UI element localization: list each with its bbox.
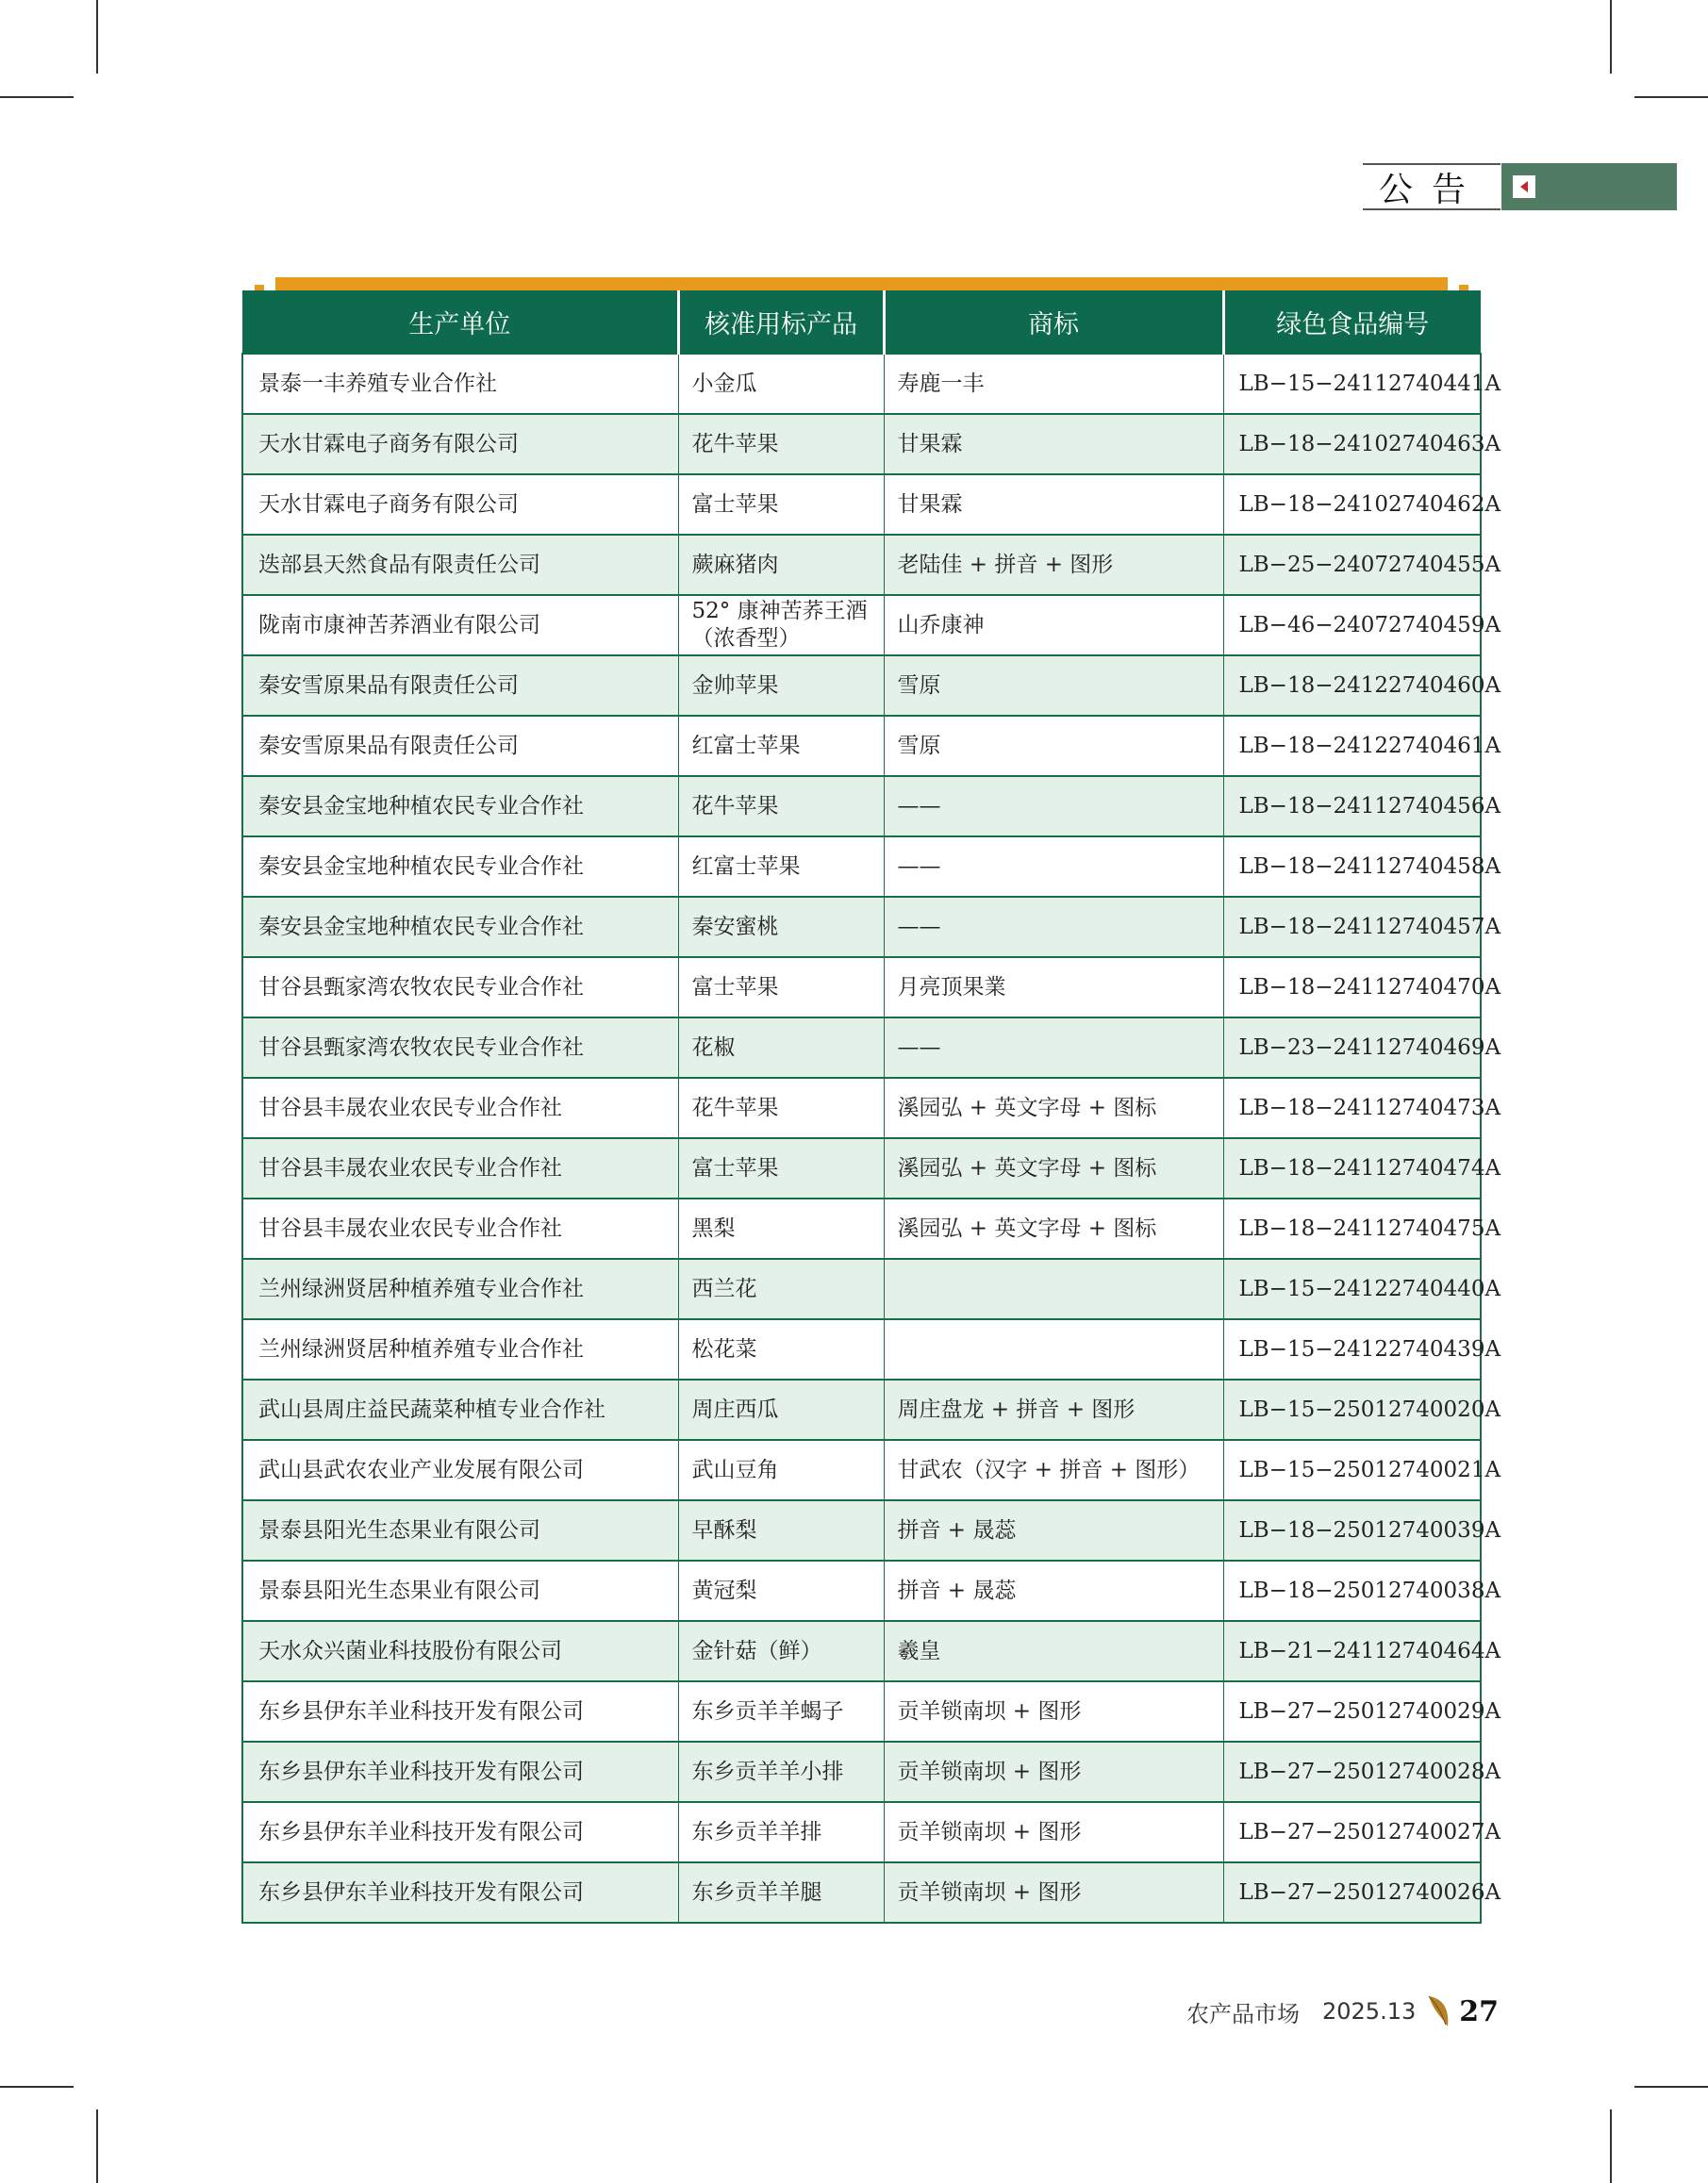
table-row xyxy=(242,1078,1481,1138)
header-code: 绿色食品编号 xyxy=(1223,290,1481,354)
table-row xyxy=(242,414,1481,474)
cell-producer: 甘谷县甄家湾农牧农民专业合作社 xyxy=(242,1017,678,1078)
table-row xyxy=(242,1802,1481,1862)
cell-code: LB−18−24122740460A xyxy=(1223,655,1481,716)
crop-mark xyxy=(1610,2109,1612,2183)
cell-producer: 迭部县天然食品有限责任公司 xyxy=(242,535,678,595)
cell-product: 富士苹果 xyxy=(678,957,884,1017)
cell-code: LB−18−24102740462A xyxy=(1223,474,1481,535)
cell-trademark: —— xyxy=(884,1017,1223,1078)
cell-trademark: 老陆佳 + 拼音 + 图形 xyxy=(884,535,1223,595)
cell-trademark: 雪原 xyxy=(884,716,1223,776)
cell-product: 秦安蜜桃 xyxy=(678,897,884,957)
cell-product: 西兰花 xyxy=(678,1259,884,1319)
table-row xyxy=(242,595,1481,655)
cell-trademark: 山乔康神 xyxy=(884,595,1223,655)
cell-producer: 武山县武农农业产业发展有限公司 xyxy=(242,1440,678,1500)
cell-product: 早酥梨 xyxy=(678,1500,884,1561)
cell-product: 蕨麻猪肉 xyxy=(678,535,884,595)
cell-product: 红富士苹果 xyxy=(678,836,884,897)
cell-producer: 东乡县伊东羊业科技开发有限公司 xyxy=(242,1681,678,1742)
cell-trademark: 甘果霖 xyxy=(884,474,1223,535)
table-row xyxy=(242,535,1481,595)
section-header xyxy=(1363,163,1636,210)
table-row xyxy=(242,1681,1481,1742)
cell-code: LB−27−25012740028A xyxy=(1223,1742,1481,1802)
table-row xyxy=(242,897,1481,957)
table-row xyxy=(242,836,1481,897)
cell-trademark: 贡羊锁南坝 + 图形 xyxy=(884,1681,1223,1742)
table-row xyxy=(242,1862,1481,1923)
cell-producer: 天水甘霖电子商务有限公司 xyxy=(242,414,678,474)
cell-trademark: 拼音 + 晟蕊 xyxy=(884,1500,1223,1561)
cell-code: LB−18−24112740475A xyxy=(1223,1199,1481,1259)
issue-number: 2025.13 xyxy=(1322,1998,1417,2025)
cell-trademark: 贡羊锁南坝 + 图形 xyxy=(884,1802,1223,1862)
cell-trademark: 周庄盘龙 + 拼音 + 图形 xyxy=(884,1380,1223,1440)
cell-code: LB−18−24102740463A xyxy=(1223,414,1481,474)
table-row xyxy=(242,957,1481,1017)
cell-producer: 东乡县伊东羊业科技开发有限公司 xyxy=(242,1802,678,1862)
cell-code: LB−15−24122740439A xyxy=(1223,1319,1481,1380)
table-row xyxy=(242,1138,1481,1199)
cell-code: LB−15−25012740021A xyxy=(1223,1440,1481,1500)
cell-product: 富士苹果 xyxy=(678,474,884,535)
cell-code: LB−18−24112740456A xyxy=(1223,776,1481,836)
page-footer xyxy=(1186,1993,1499,2030)
header-product: 核准用标产品 xyxy=(678,290,884,354)
cell-trademark: 贡羊锁南坝 + 图形 xyxy=(884,1742,1223,1802)
cell-product: 东乡贡羊羊蝎子 xyxy=(678,1681,884,1742)
cell-product: 东乡贡羊羊小排 xyxy=(678,1742,884,1802)
cell-product: 富士苹果 xyxy=(678,1138,884,1199)
crop-mark xyxy=(1634,2086,1708,2088)
cell-code: LB−18−24112740473A xyxy=(1223,1078,1481,1138)
cell-product: 东乡贡羊羊腿 xyxy=(678,1862,884,1923)
cell-producer: 兰州绿洲贤居种植养殖专业合作社 xyxy=(242,1259,678,1319)
cell-trademark: 月亮顶果業 xyxy=(884,957,1223,1017)
cell-code: LB−46−24072740459A xyxy=(1223,595,1481,655)
cell-product: 花牛苹果 xyxy=(678,1078,884,1138)
cell-product: 花椒 xyxy=(678,1017,884,1078)
cell-producer: 景泰县阳光生态果业有限公司 xyxy=(242,1500,678,1561)
crop-mark xyxy=(1610,0,1612,74)
cell-product: 松花菜 xyxy=(678,1319,884,1380)
table-row xyxy=(242,1199,1481,1259)
cell-product: 东乡贡羊羊排 xyxy=(678,1802,884,1862)
table-row xyxy=(242,354,1481,414)
cell-product: 52° 康神苦荞王酒（浓香型） xyxy=(678,595,884,655)
table-row xyxy=(242,1319,1481,1380)
cell-producer: 兰州绿洲贤居种植养殖专业合作社 xyxy=(242,1319,678,1380)
table-row xyxy=(242,1380,1481,1440)
header-producer: 生产单位 xyxy=(242,290,678,354)
crop-mark xyxy=(1634,96,1708,98)
certification-table-wrap xyxy=(241,290,1501,1924)
cell-producer: 秦安县金宝地种植农民专业合作社 xyxy=(242,776,678,836)
table-row xyxy=(242,776,1481,836)
cell-product: 花牛苹果 xyxy=(678,776,884,836)
cell-product: 金帅苹果 xyxy=(678,655,884,716)
cell-trademark: 羲皇 xyxy=(884,1621,1223,1681)
cell-producer: 天水甘霖电子商务有限公司 xyxy=(242,474,678,535)
table-body xyxy=(242,354,1501,1923)
cell-product: 黑梨 xyxy=(678,1199,884,1259)
table-row xyxy=(242,1500,1481,1561)
cell-trademark: 甘果霖 xyxy=(884,414,1223,474)
cell-trademark: 寿鹿一丰 xyxy=(884,354,1223,414)
cell-trademark xyxy=(884,1259,1223,1319)
table-row xyxy=(242,474,1481,535)
cell-producer: 景泰一丰养殖专业合作社 xyxy=(242,354,678,414)
cell-producer: 秦安雪原果品有限责任公司 xyxy=(242,716,678,776)
leaf-logo-icon xyxy=(1425,1993,1453,2030)
crop-mark xyxy=(96,2109,98,2183)
cell-product: 花牛苹果 xyxy=(678,414,884,474)
cell-product: 武山豆角 xyxy=(678,1440,884,1500)
cell-trademark: 甘武农（汉字 + 拼音 + 图形） xyxy=(884,1440,1223,1500)
cell-producer: 东乡县伊东羊业科技开发有限公司 xyxy=(242,1742,678,1802)
table-row xyxy=(242,1561,1481,1621)
cell-trademark xyxy=(884,1319,1223,1380)
cell-producer: 秦安县金宝地种植农民专业合作社 xyxy=(242,836,678,897)
header-trademark: 商标 xyxy=(884,290,1223,354)
cell-producer: 甘谷县丰晟农业农民专业合作社 xyxy=(242,1078,678,1138)
cell-producer: 武山县周庄益民蔬菜种植专业合作社 xyxy=(242,1380,678,1440)
cell-producer: 景泰县阳光生态果业有限公司 xyxy=(242,1561,678,1621)
cell-code: LB−27−25012740026A xyxy=(1223,1862,1481,1923)
section-badge xyxy=(1501,163,1677,210)
cell-trademark: 贡羊锁南坝 + 图形 xyxy=(884,1862,1223,1923)
cell-producer: 甘谷县丰晟农业农民专业合作社 xyxy=(242,1138,678,1199)
table-header-row xyxy=(242,290,1481,354)
cell-code: LB−18−24112740457A xyxy=(1223,897,1481,957)
table-row xyxy=(242,1440,1481,1500)
cell-trademark: 溪园弘 + 英文字母 + 图标 xyxy=(884,1138,1223,1199)
cell-code: LB−25−24072740455A xyxy=(1223,535,1481,595)
cell-trademark: 雪原 xyxy=(884,655,1223,716)
cell-producer: 陇南市康神苦荞酒业有限公司 xyxy=(242,595,678,655)
crop-mark xyxy=(0,2086,74,2088)
cell-product: 金针菇（鲜） xyxy=(678,1621,884,1681)
cell-code: LB−15−24112740441A xyxy=(1223,354,1481,414)
cell-producer: 秦安雪原果品有限责任公司 xyxy=(242,655,678,716)
cell-trademark: —— xyxy=(884,776,1223,836)
cell-code: LB−18−24112740474A xyxy=(1223,1138,1481,1199)
table-row xyxy=(242,716,1481,776)
cell-producer: 天水众兴菌业科技股份有限公司 xyxy=(242,1621,678,1681)
cell-trademark: 拼音 + 晟蕊 xyxy=(884,1561,1223,1621)
magazine-name: 农产品市场 xyxy=(1186,2000,1300,2027)
table-row xyxy=(242,655,1481,716)
cell-trademark: 溪园弘 + 英文字母 + 图标 xyxy=(884,1078,1223,1138)
page-number: 27 xyxy=(1459,1994,1499,2028)
cell-code: LB−18−25012740039A xyxy=(1223,1500,1481,1561)
cell-product: 红富士苹果 xyxy=(678,716,884,776)
cell-code: LB−23−24112740469A xyxy=(1223,1017,1481,1078)
cell-code: LB−18−25012740038A xyxy=(1223,1561,1481,1621)
table-row xyxy=(242,1621,1481,1681)
cell-producer: 甘谷县甄家湾农牧农民专业合作社 xyxy=(242,957,678,1017)
cell-trademark: 溪园弘 + 英文字母 + 图标 xyxy=(884,1199,1223,1259)
cell-code: LB−15−24122740440A xyxy=(1223,1259,1481,1319)
cell-code: LB−27−25012740027A xyxy=(1223,1802,1481,1862)
cell-product: 黄冠梨 xyxy=(678,1561,884,1621)
cell-producer: 秦安县金宝地种植农民专业合作社 xyxy=(242,897,678,957)
cell-code: LB−18−24112740458A xyxy=(1223,836,1481,897)
cell-trademark: —— xyxy=(884,897,1223,957)
cell-code: LB−18−24122740461A xyxy=(1223,716,1481,776)
left-arrow-icon xyxy=(1513,175,1535,198)
certification-table xyxy=(241,290,1501,1924)
cell-producer: 东乡县伊东羊业科技开发有限公司 xyxy=(242,1862,678,1923)
crop-mark xyxy=(0,96,74,98)
cell-trademark: —— xyxy=(884,836,1223,897)
table-row xyxy=(242,1742,1481,1802)
table-row xyxy=(242,1017,1481,1078)
cell-product: 小金瓜 xyxy=(678,354,884,414)
table-top-accent xyxy=(275,277,1448,290)
cell-code: LB−27−25012740029A xyxy=(1223,1681,1481,1742)
cell-code: LB−15−25012740020A xyxy=(1223,1380,1481,1440)
cell-code: LB−18−24112740470A xyxy=(1223,957,1481,1017)
section-title: 公告 xyxy=(1363,163,1501,210)
cell-product: 周庄西瓜 xyxy=(678,1380,884,1440)
crop-mark xyxy=(96,0,98,74)
table-row xyxy=(242,1259,1481,1319)
cell-producer: 甘谷县丰晟农业农民专业合作社 xyxy=(242,1199,678,1259)
cell-code: LB−21−24112740464A xyxy=(1223,1621,1481,1681)
